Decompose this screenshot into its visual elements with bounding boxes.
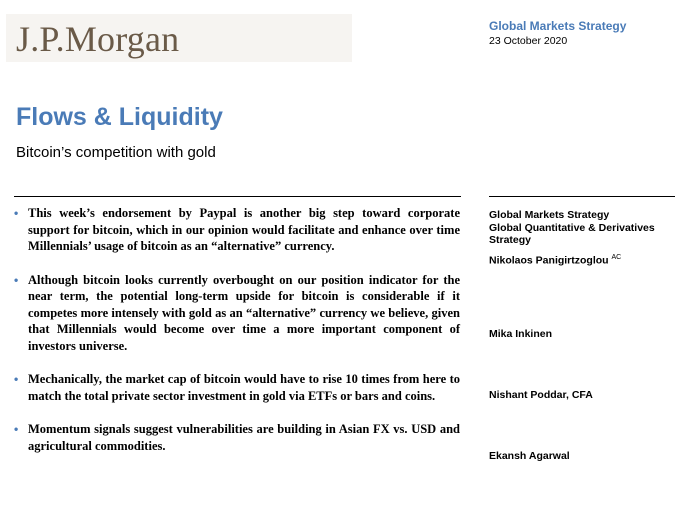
author-name: Mika Inkinen [489, 328, 553, 340]
author-group-line: Global Quantitative & Derivatives Strategy [489, 221, 655, 246]
bullet-icon: • [14, 422, 19, 436]
logo-banner [6, 14, 352, 62]
analyst-certification-mark: AC [611, 254, 622, 261]
key-points-list [14, 205, 460, 454]
key-point-item [14, 205, 460, 255]
key-point-text: Mechanically, the market cap of bitcoin would have to rise 10 times from here to match the total private sector investment in gold via ETFs or bars and coins. [28, 372, 460, 403]
author-name [489, 252, 621, 267]
key-point-text: Although bitcoin looks currently overbought on our position indicator for the near term, the potential long-term upside for bitcoin is considerable if it competes more intensely with gold as an “alternative” currency we believe, given that Millennials would become over time a more important component of investors universe. [28, 272, 460, 353]
key-point-item [14, 421, 460, 454]
key-point-text: This week’s endorsement by Paypal is another big step toward corporate support for bitcoin, which in our opinion would facilitate and enhance over time Millennials’ usage of bitcoin as an “alternative” currency. [28, 206, 460, 253]
header-meta [489, 19, 626, 48]
author-name-text: Nikolaos Panigirtzoglou [489, 254, 609, 267]
key-point-item [14, 371, 460, 404]
bullet-icon: • [14, 272, 19, 287]
jpmorgan-logo: J.P.Morgan [16, 19, 180, 59]
report-subtitle: Bitcoin’s competition with gold [16, 144, 216, 161]
bullet-icon: • [14, 206, 19, 220]
author-name: Nishant Poddar, CFA [489, 389, 593, 401]
report-date: 23 October 2020 [489, 35, 568, 47]
divider-right [489, 196, 675, 197]
report-title: Flows & Liquidity [16, 103, 223, 131]
department-label: Global Markets Strategy [489, 19, 627, 33]
author-name: Ekansh Agarwal [489, 450, 570, 462]
bullet-icon: • [14, 372, 19, 386]
key-point-text: Momentum signals suggest vulnerabilities are building in Asian FX vs. USD and agricultural commodities. [28, 422, 460, 453]
author-group [489, 209, 675, 247]
author-group-line: Global Markets Strategy [489, 209, 610, 221]
key-point-item [14, 272, 460, 355]
divider-left [14, 196, 461, 197]
